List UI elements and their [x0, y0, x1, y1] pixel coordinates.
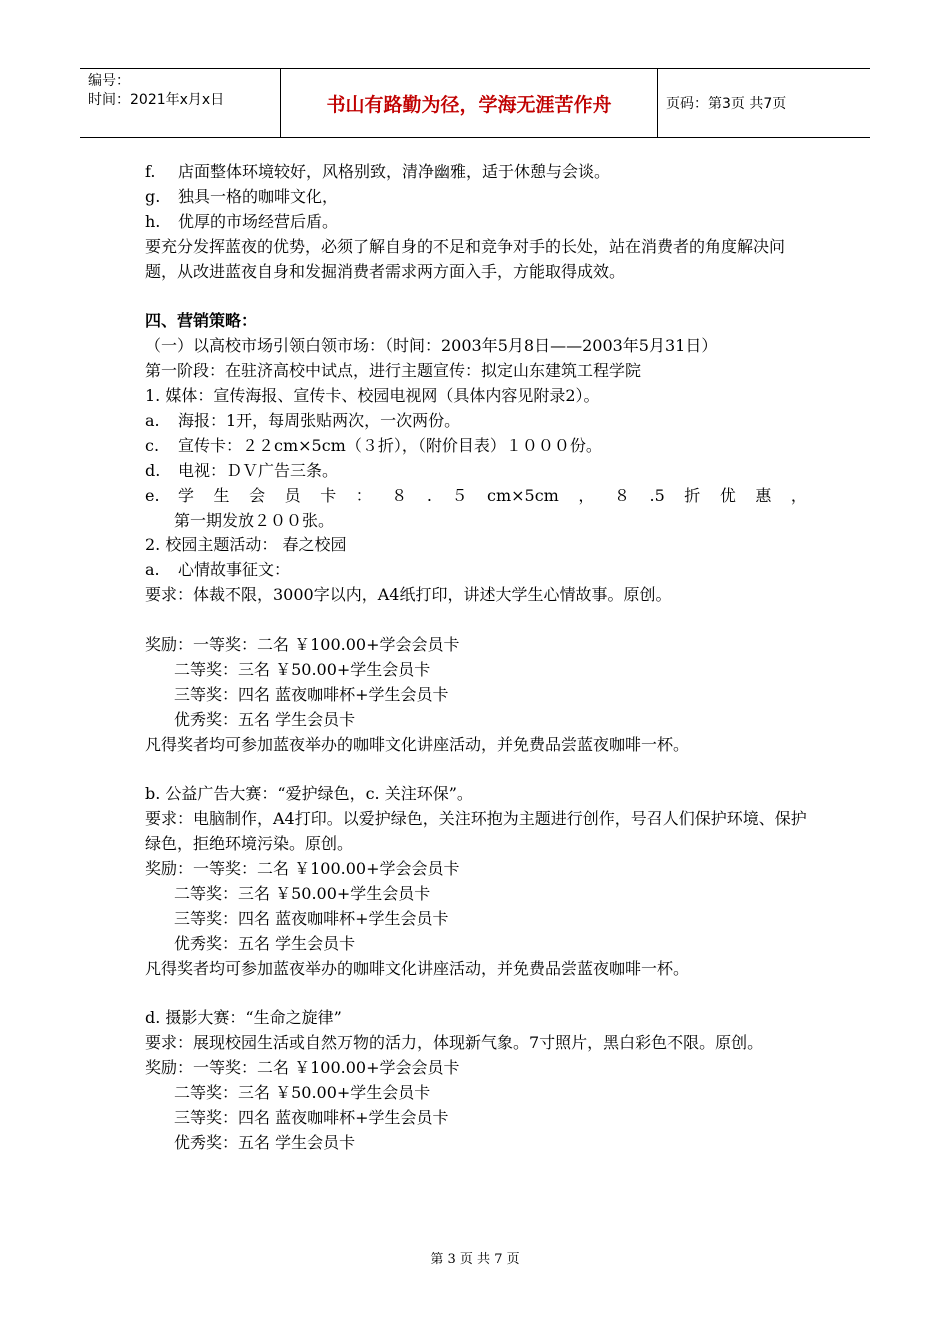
list-item-a2: a. 心情故事征文：	[145, 560, 291, 580]
award-note: 凡得奖者均可参加蓝夜举办的咖啡文化讲座活动，并免费品尝蓝夜咖啡一杯。	[145, 734, 690, 754]
member-card-line	[178, 484, 807, 509]
stage-one: 第一阶段：在驻济高校中试点，进行主题宣传：拟定山东建筑工程学院	[145, 361, 642, 381]
header-meta-cell	[80, 69, 281, 137]
subsection-heading: （一）以高校市场引领白领市场：（时间：2003年5月8日——2003年5月31日）	[145, 336, 718, 356]
award-first-2: 奖励：一等奖：二名 ￥100.00+学会会员卡	[145, 859, 460, 879]
member-card-token: ：	[355, 485, 372, 505]
member-card-token: .	[426, 485, 432, 505]
member-card-token: 优	[719, 485, 736, 505]
requirement-essay: 要求：体裁不限，3000字以内，A4纸打印，讲述大学生心情故事。原创。	[145, 585, 672, 605]
member-card-token: 惠	[755, 485, 772, 505]
award-third-2: 三等奖：四名 蓝夜咖啡杯+学生会员卡	[174, 908, 449, 928]
award-note-2: 凡得奖者均可参加蓝夜举办的咖啡文化讲座活动，并免费品尝蓝夜咖啡一杯。	[145, 958, 690, 978]
header-number: 编号：	[88, 73, 130, 89]
member-card-token: 折	[684, 485, 701, 505]
award-third: 三等奖：四名 蓝夜咖啡杯+学生会员卡	[174, 684, 449, 704]
member-card-token: 卡	[320, 485, 337, 505]
award-second-3: 二等奖：三名 ￥50.00+学生会员卡	[174, 1083, 431, 1103]
section-heading-marketing: 四、营销策略：	[145, 311, 258, 331]
list-item-b: b. 公益广告大赛：“爱护绿色，c. 关注环保”。	[145, 784, 473, 804]
member-card-token: 生	[213, 485, 230, 505]
document-body	[145, 160, 807, 1156]
header-page-number: 页码：第3页 共7页	[666, 96, 787, 112]
header-date: 时间：2021年x月x日	[88, 92, 225, 108]
member-card-token: 员	[284, 485, 301, 505]
award-third-3: 三等奖：四名 蓝夜咖啡杯+学生会员卡	[174, 1107, 449, 1127]
page-footer: 第 3 页 共 7 页	[430, 1252, 520, 1267]
award-first: 奖励：一等奖：二名 ￥100.00+学会会员卡	[145, 634, 460, 654]
award-second: 二等奖：三名 ￥50.00+学生会员卡	[174, 659, 431, 679]
member-card-token: 会	[249, 485, 266, 505]
member-card-token: 学	[178, 485, 195, 505]
list-item-e: e. 学 生 会 员 卡 ： ８ . ５ cm×5cm ， ８ .5 折 优 惠 ，	[145, 484, 807, 509]
list-item-f: f. 店面整体环境较好，风格别致，清净幽雅，适于休憩与会谈。	[145, 162, 611, 181]
list-item-h: h. 优厚的市场经营后盾。	[145, 211, 339, 231]
requirement-ad: 要求：电脑制作，A4打印。以爱护绿色，关注环抱为主题进行创作，号召人们保护环境、保护绿色，拒绝环境污染。原创。	[145, 809, 807, 854]
award-first-3: 奖励：一等奖：二名 ￥100.00+学会会员卡	[145, 1058, 460, 1078]
member-card-token: cm×5cm	[487, 485, 559, 505]
page-header	[80, 68, 870, 138]
award-second-2: 二等奖：三名 ￥50.00+学生会员卡	[174, 883, 431, 903]
list-item-d2: d. 摄影大赛：“生命之旋律”	[145, 1008, 342, 1028]
member-card-token: ５	[451, 485, 468, 505]
award-excellent-3: 优秀奖：五名 学生会员卡	[174, 1132, 356, 1152]
member-card-token: .5	[649, 485, 665, 505]
campus-activity: 2. 校园主题活动： 春之校园	[145, 535, 347, 555]
list-item-g: g. 独具一格的咖啡文化，	[145, 186, 339, 206]
list-item-a: a. 海报：1开，每周张贴两次，一次两份。	[145, 410, 461, 430]
header-motto: 书山有路勤为径，学海无涯苦作舟	[281, 69, 658, 137]
member-card-token: ，	[578, 485, 595, 505]
member-card-token: ，	[790, 485, 807, 505]
media-item: 1. 媒体：宣传海报、宣传卡、校园电视网（具体内容见附录2）。	[145, 386, 600, 406]
list-item-c: c. 宣传卡：２２cm×5cm（３折），（附价目表）１０００份。	[145, 435, 602, 455]
paragraph-advantage: 要充分发挥蓝夜的优势，必须了解自身的不足和竞争对手的长处，站在消费者的角度解决问题，从改进蓝夜自身和发掘消费者需求两方面入手，方能取得成效。	[145, 236, 786, 281]
list-item-d: d. 电视：ＤＶ广告三条。	[145, 460, 339, 480]
award-excellent-2: 优秀奖：五名 学生会员卡	[174, 933, 356, 953]
award-excellent: 优秀奖：五名 学生会员卡	[174, 709, 356, 729]
member-card-token: ８	[391, 485, 408, 505]
member-card-token: ８	[613, 485, 630, 505]
requirement-photo: 要求：展现校园生活或自然万物的活力，体现新气象。7寸照片，黑白彩色不限。原创。	[145, 1033, 764, 1053]
member-card-line-2: 第一期发放２００张。	[174, 510, 335, 530]
